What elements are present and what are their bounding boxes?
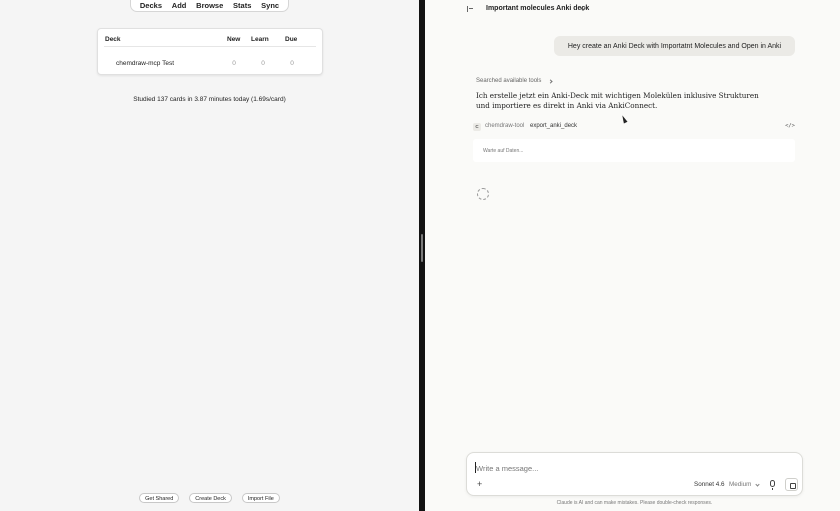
stop-icon[interactable] bbox=[785, 478, 798, 491]
tool-result-box bbox=[473, 139, 795, 162]
toolbar-decks[interactable]: Decks bbox=[139, 1, 162, 10]
learn-column-header: Learn bbox=[251, 36, 269, 43]
assistant-message: Ich erstelle jetzt ein Anki-Deck mit wichtigen Molekülen inklusive Strukturen und importiere es direkt in Anki via AnkiConnect. bbox=[476, 91, 759, 111]
effort-selector[interactable]: Medium bbox=[729, 481, 752, 488]
table-divider bbox=[104, 46, 316, 47]
toolbar-browse[interactable]: Browse bbox=[196, 1, 224, 10]
get-shared-button[interactable]: Get Shared bbox=[139, 493, 179, 503]
toolbar-stats[interactable]: Stats bbox=[233, 1, 252, 10]
message-composer bbox=[466, 452, 803, 496]
toolbar-sync[interactable]: Sync bbox=[261, 1, 280, 10]
code-icon[interactable]: </> bbox=[785, 123, 795, 129]
due-column-header: Due bbox=[285, 36, 298, 43]
add-attachment-button[interactable]: + bbox=[477, 479, 483, 489]
create-deck-button[interactable]: Create Deck bbox=[189, 493, 232, 503]
chat-title[interactable]: Important molecules Anki deck bbox=[486, 4, 590, 12]
tool-call-row[interactable] bbox=[473, 121, 795, 133]
searched-tools-toggle[interactable]: Searched available tools bbox=[476, 78, 542, 84]
model-selector[interactable]: Sonnet 4.6 bbox=[694, 481, 725, 488]
anki-toolbar bbox=[130, 0, 289, 12]
tool-server-icon: C bbox=[473, 123, 481, 131]
deck-column-header: Deck bbox=[105, 36, 121, 43]
study-stats: Studied 137 cards in 3.87 minutes today (1.69s/card) bbox=[133, 96, 286, 103]
toolbar-add[interactable]: Add bbox=[171, 1, 187, 10]
loading-spinner-icon bbox=[477, 188, 489, 200]
deck-table bbox=[97, 28, 323, 75]
disclaimer-text: Claude is AI and can make mistakes. Please double-check responses. bbox=[556, 500, 713, 506]
anki-bottom-bar bbox=[0, 493, 419, 503]
deck-name-link[interactable]: chemdraw-mcp Test bbox=[116, 60, 175, 67]
tool-result-status: Warte auf Daten... bbox=[483, 147, 524, 154]
chat-header bbox=[425, 0, 840, 20]
chevron-down-icon[interactable] bbox=[755, 482, 759, 486]
deck-due-count: 0 bbox=[290, 60, 294, 67]
divider-handle[interactable] bbox=[421, 234, 423, 262]
tool-function-name: export_anki_deck bbox=[530, 123, 578, 129]
deck-learn-count: 0 bbox=[261, 60, 265, 67]
new-column-header: New bbox=[227, 36, 241, 43]
import-file-button[interactable]: Import File bbox=[242, 493, 280, 503]
deck-new-count: 0 bbox=[232, 60, 236, 67]
microphone-icon[interactable] bbox=[770, 480, 775, 487]
tool-server-name: chemdraw-tool bbox=[485, 123, 525, 129]
chevron-right-icon[interactable] bbox=[548, 79, 552, 83]
anki-window bbox=[0, 0, 419, 511]
claude-window bbox=[425, 0, 840, 511]
sidebar-toggle-icon[interactable] bbox=[467, 6, 474, 12]
message-input[interactable] bbox=[476, 462, 776, 474]
user-message: Hey create an Anki Deck with Importatnt Molecules and Open in Anki bbox=[554, 36, 795, 56]
